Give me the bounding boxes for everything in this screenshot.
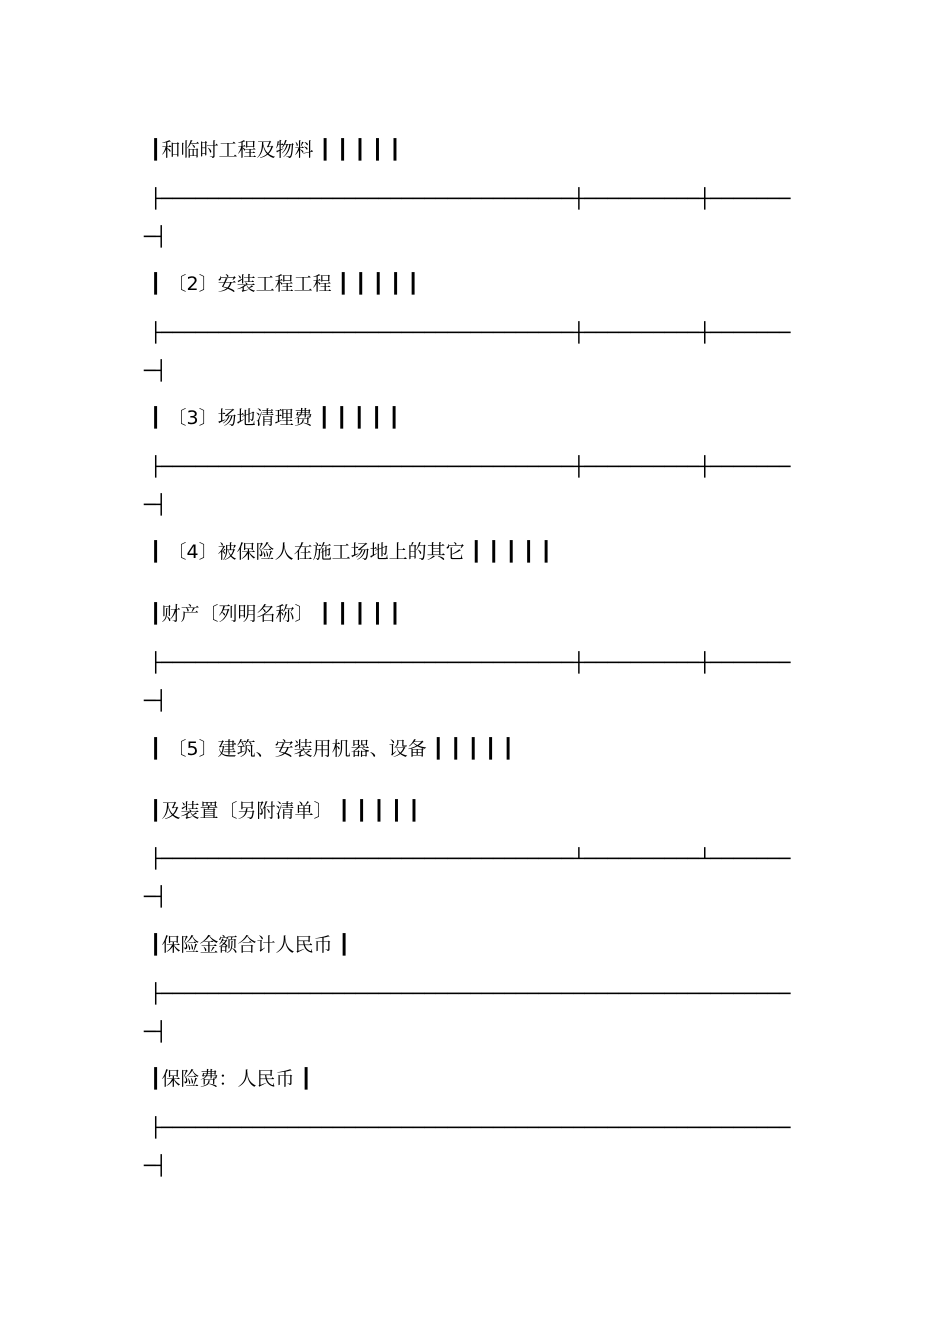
- text-line: ┃财产〔列明名称〕 ┃ ┃ ┃ ┃ ┃: [150, 603, 401, 625]
- table-rule: ├────────────────────────────────────┼──────────┼───────: [150, 188, 791, 210]
- table-rule-end: ─┤: [144, 360, 167, 382]
- text-line: ┃保险金额合计人民币 ┃: [150, 934, 350, 956]
- table-rule: ├────────────────────────────────────┴──────────┴───────: [150, 848, 791, 870]
- table-rule: ├───────────────────────────────────────────────────────: [150, 983, 791, 1005]
- text-line: ┃ 〔2〕安装工程工程 ┃ ┃ ┃ ┃ ┃: [150, 273, 419, 295]
- text-line: ┃ 〔4〕被保险人在施工场地上的其它 ┃ ┃ ┃ ┃ ┃: [150, 541, 552, 563]
- table-rule-end: ─┤: [144, 1021, 167, 1043]
- table-rule-end: ─┤: [144, 226, 167, 248]
- text-line: ┃ 〔3〕场地清理费 ┃ ┃ ┃ ┃ ┃: [150, 407, 400, 429]
- table-rule-end: ─┤: [144, 1155, 167, 1177]
- text-line: ┃ 〔5〕建筑、安装用机器、设备 ┃ ┃ ┃ ┃ ┃: [150, 738, 514, 760]
- text-line: ┃保险费：人民币 ┃: [150, 1068, 312, 1090]
- text-line: ┃及装置〔另附清单〕 ┃ ┃ ┃ ┃ ┃: [150, 800, 420, 822]
- text-line: ┃和临时工程及物料 ┃ ┃ ┃ ┃ ┃: [150, 139, 401, 161]
- table-rule: ├────────────────────────────────────┼──────────┼───────: [150, 322, 791, 344]
- table-rule-end: ─┤: [144, 886, 167, 908]
- table-rule: ├────────────────────────────────────┼──────────┼───────: [150, 652, 791, 674]
- table-rule-end: ─┤: [144, 690, 167, 712]
- table-rule-end: ─┤: [144, 494, 167, 516]
- table-rule: ├───────────────────────────────────────────────────────: [150, 1117, 791, 1139]
- table-rule: ├────────────────────────────────────┼──────────┼───────: [150, 456, 791, 478]
